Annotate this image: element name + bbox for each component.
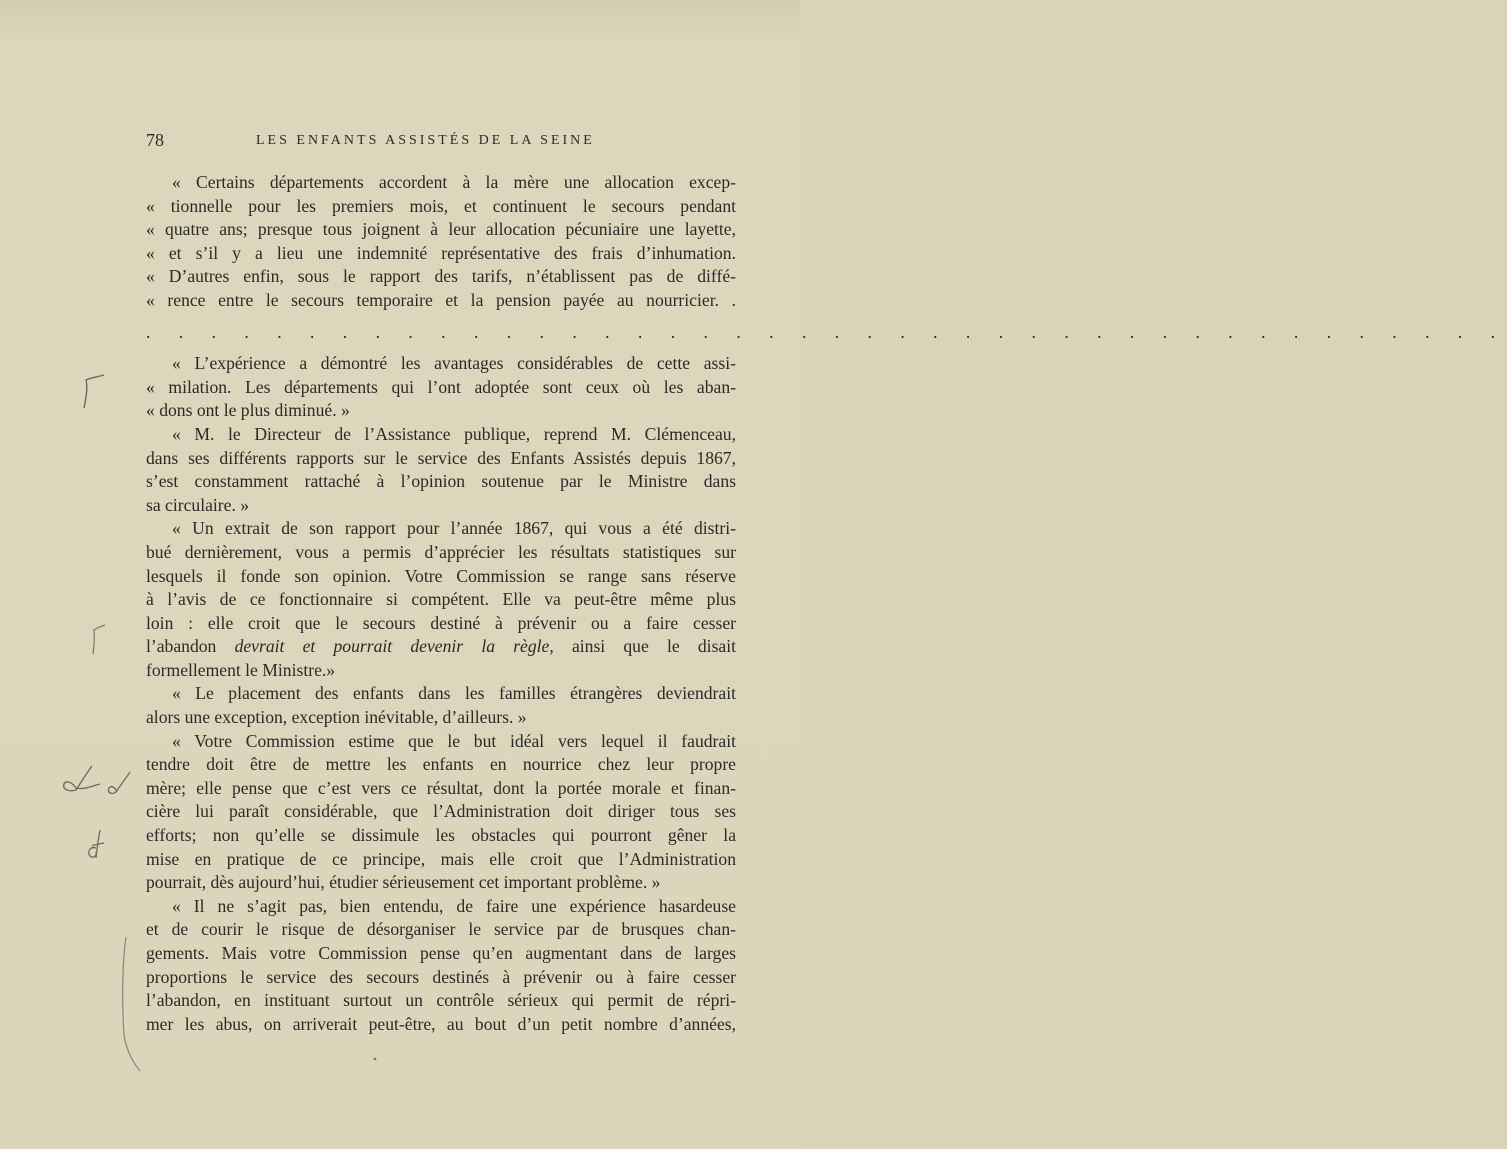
text-line: mer les abus, on arriverait peut-être, au bout d’un petit nombre d’années, <box>146 1013 736 1034</box>
margin-bracket-line <box>112 935 142 1075</box>
margin-mark-r-2 <box>88 622 108 658</box>
text-line: « milation. Les départements qui l’ont adoptée sont ceux où les aban- <box>146 376 736 397</box>
text-segment: ainsi que le disait <box>553 636 737 657</box>
text-line: sa circulaire. » <box>146 494 250 515</box>
body-text <box>146 171 1507 1036</box>
margin-dot <box>372 1056 378 1062</box>
text-line: gements. Mais votre Commission pense qu’en augmentant dans de larges <box>146 943 736 963</box>
text-line: « Certains départements accordent à la mère une allocation excep- <box>172 172 736 192</box>
text-line: « D’autres enfin, sous le rapport des tarifs, n’établissent pas de diffé- <box>146 266 736 287</box>
text-line: « tionnelle pour les premiers mois, et continuent le secours pendant <box>146 195 736 216</box>
text-line: alors une exception, exception inévitable, d’ailleurs. » <box>146 707 527 728</box>
text-line: s’est constamment rattaché à l’opinion soutenue par le Ministre dans <box>146 471 736 492</box>
page-number: 78 <box>146 130 164 150</box>
margin-mark-loop-2 <box>104 768 138 798</box>
text-line: dans ses différents rapports sur le service des Enfants Assistés depuis 1867, <box>146 447 736 468</box>
page-header <box>146 130 731 154</box>
text-line: efforts; non qu’elle se dissimule les obstacles qui pourront gêner la <box>146 825 736 846</box>
text-line: loin : elle croit que le secours destiné à prévenir ou a faire cesser <box>146 612 736 633</box>
text-line <box>146 635 736 659</box>
text-line: « quatre ans; presque tous joignent à leur allocation pécuniaire une layette, <box>146 219 736 240</box>
text-line: « Le placement des enfants dans les familles étrangères deviendrait <box>172 683 736 704</box>
text-segment: l’abandon <box>146 636 235 657</box>
text-line: cière lui paraît considérable, que l’Administration doit diriger tous ses <box>146 801 736 822</box>
text-line: proportions le service des secours destinés à prévenir ou à faire cesser <box>146 966 736 987</box>
text-line: « Un extrait de son rapport pour l’année 1867, qui vous a été distri- <box>172 518 736 539</box>
text-line: mise en pratique de ce principe, mais elle croit que l’Administration <box>146 848 736 869</box>
margin-mark-d <box>84 828 108 862</box>
text-line: bué dernièrement, vous a permis d’apprécier les résultats statistiques sur <box>146 541 736 562</box>
text-line: « L’expérience a démontré les avantages considérables de cette assi- <box>172 353 736 374</box>
text-line: mère; elle pense que c’est vers ce résultat, dont la portée morale et finan- <box>146 777 736 798</box>
margin-mark-r-1 <box>78 372 108 412</box>
text-line: et de courir le risque de désorganiser le service par de brusques chan- <box>146 919 736 940</box>
text-line: « dons ont le plus diminué. » <box>146 400 350 421</box>
text-line: à l’avis de ce fonctionnaire si compétent. Elle va peut-être même plus <box>146 589 736 610</box>
italic-emphasis: devrait et pourrait devenir la règle, <box>234 636 554 657</box>
text-line: « Il ne s’agit pas, bien entendu, de faire une expérience hasardeuse <box>172 895 736 916</box>
text-line: formellement le Ministre.» <box>146 659 336 680</box>
text-line: pourrait, dès aujourd’hui, étudier sérieusement cet important problème. » <box>146 872 661 893</box>
text-line: « Votre Commission estime que le but idéal vers lequel il faudrait <box>172 730 736 751</box>
text-line: lesquels il fonde son opinion. Votre Commission se range sans réserve <box>146 565 736 586</box>
text-line: l’abandon, en instituant surtout un contrôle sérieux qui permit de répri- <box>146 990 736 1011</box>
text-line: tendre doit être de mettre les enfants en nourrice chez leur propre <box>146 754 736 775</box>
margin-mark-loop-1 <box>58 762 104 794</box>
ellipsis-row: . . . . . . . . . . . . . . . . . . . . . . . . . . . . . . . . . . . . . . . . . . <box>146 321 1507 342</box>
text-line: « M. le Directeur de l’Assistance publique, reprend M. Clémenceau, <box>172 423 736 444</box>
text-line: « rence entre le secours temporaire et la pension payée au nourricier. . <box>146 289 736 310</box>
text-line: « et s’il y a lieu une indemnité représentative des frais d’inhumation. <box>146 242 736 263</box>
running-title: LES ENFANTS ASSISTÉS DE LA SEINE <box>256 133 595 148</box>
